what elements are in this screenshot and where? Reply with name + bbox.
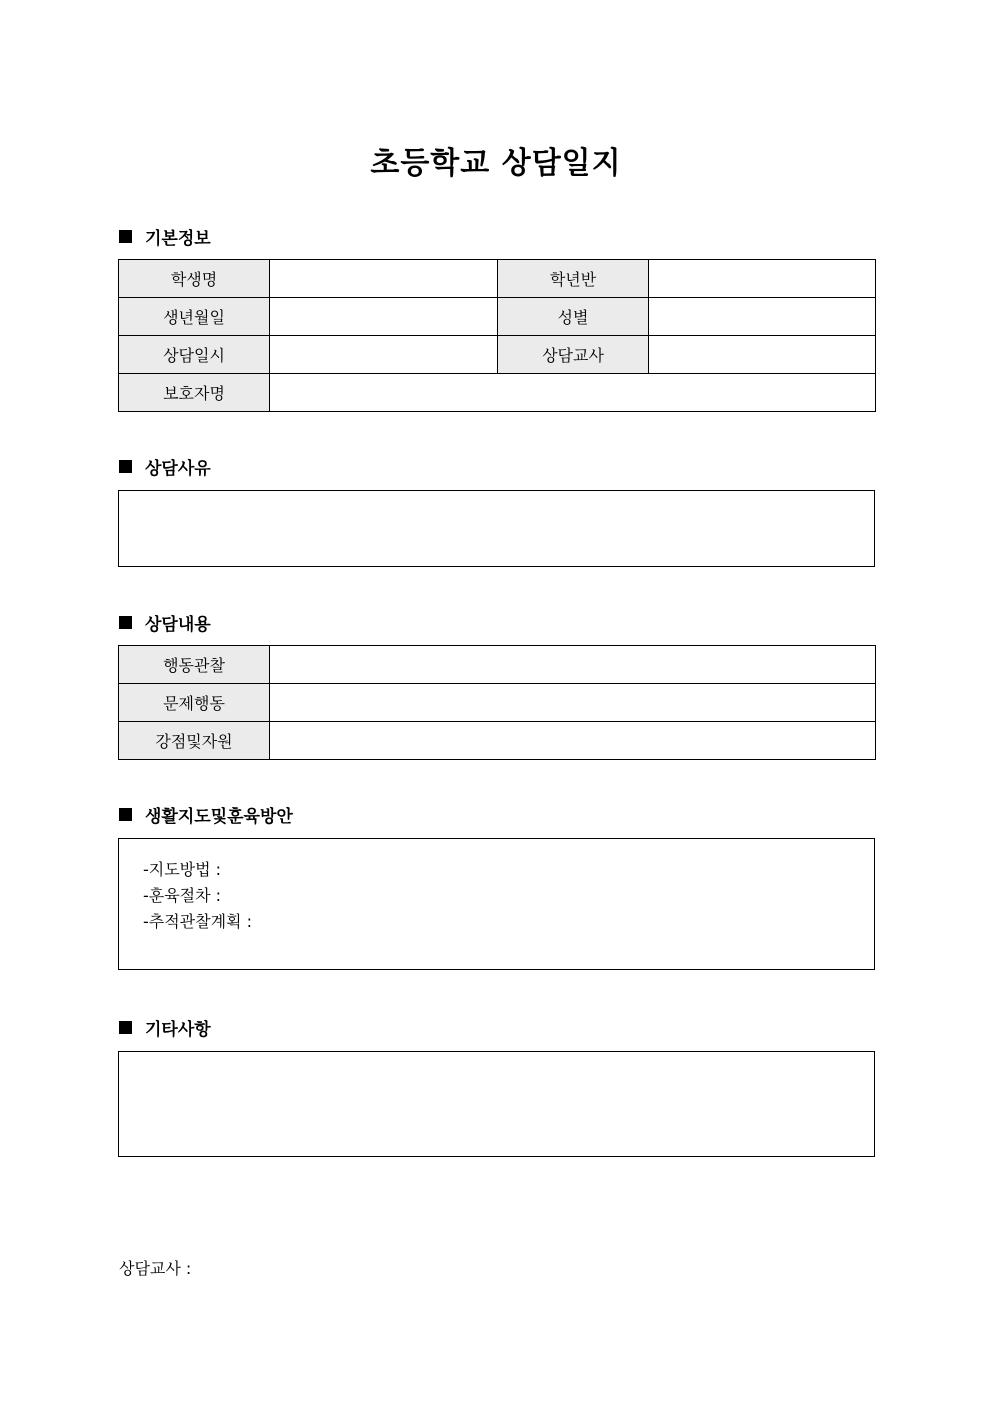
section-heading-basic <box>119 224 211 249</box>
follow-up-plan-line: -추적관찰계획 : <box>143 912 252 931</box>
square-bullet-icon <box>119 616 132 629</box>
section-heading-other <box>119 1015 211 1040</box>
table-row <box>119 298 876 336</box>
section-heading-basic-label: 기본정보 <box>145 229 211 249</box>
table-row <box>119 336 876 374</box>
other-box[interactable] <box>118 1051 875 1157</box>
table-row <box>119 646 876 684</box>
square-bullet-icon <box>119 460 132 473</box>
section-heading-content <box>119 610 211 635</box>
behavior-observation-field[interactable] <box>270 646 876 684</box>
guidance-box[interactable] <box>118 838 875 970</box>
counsel-teacher-label: 상담교사 <box>498 336 649 374</box>
counsel-teacher-signature-label: 상담교사 : <box>119 1259 192 1278</box>
gender-label: 성별 <box>498 298 649 336</box>
section-heading-other-label: 기타사항 <box>145 1020 211 1040</box>
birthdate-label: 생년월일 <box>119 298 270 336</box>
discipline-procedure-line: -훈육절차 : <box>143 886 222 905</box>
section-heading-reason <box>119 454 211 479</box>
guardian-name-field[interactable] <box>270 374 876 412</box>
table-row <box>119 722 876 760</box>
problem-behavior-label: 문제행동 <box>119 684 270 722</box>
reason-box[interactable] <box>118 490 875 567</box>
table-row <box>119 374 876 412</box>
square-bullet-icon <box>119 1021 132 1034</box>
section-heading-reason-label: 상담사유 <box>145 459 211 479</box>
guidance-method-line: -지도방법 : <box>143 860 222 879</box>
gender-field[interactable] <box>649 298 876 336</box>
birthdate-field[interactable] <box>270 298 498 336</box>
student-name-label: 학생명 <box>119 260 270 298</box>
square-bullet-icon <box>119 230 132 243</box>
counsel-date-label: 상담일시 <box>119 336 270 374</box>
grade-class-field[interactable] <box>649 260 876 298</box>
strengths-resources-label: 강점및자원 <box>119 722 270 760</box>
basic-info-table <box>118 259 876 412</box>
strengths-resources-field[interactable] <box>270 722 876 760</box>
grade-class-label: 학년반 <box>498 260 649 298</box>
section-heading-content-label: 상담내용 <box>145 615 211 635</box>
problem-behavior-field[interactable] <box>270 684 876 722</box>
section-heading-guidance-label: 생활지도및훈육방안 <box>145 807 293 827</box>
table-row <box>119 684 876 722</box>
square-bullet-icon <box>119 808 132 821</box>
page-title: 초등학교 상담일지 <box>370 146 622 181</box>
behavior-observation-label: 행동관찰 <box>119 646 270 684</box>
table-row <box>119 260 876 298</box>
counsel-teacher-field[interactable] <box>649 336 876 374</box>
content-table <box>118 645 876 760</box>
student-name-field[interactable] <box>270 260 498 298</box>
counsel-date-field[interactable] <box>270 336 498 374</box>
section-heading-guidance <box>119 802 293 827</box>
guardian-name-label: 보호자명 <box>119 374 270 412</box>
